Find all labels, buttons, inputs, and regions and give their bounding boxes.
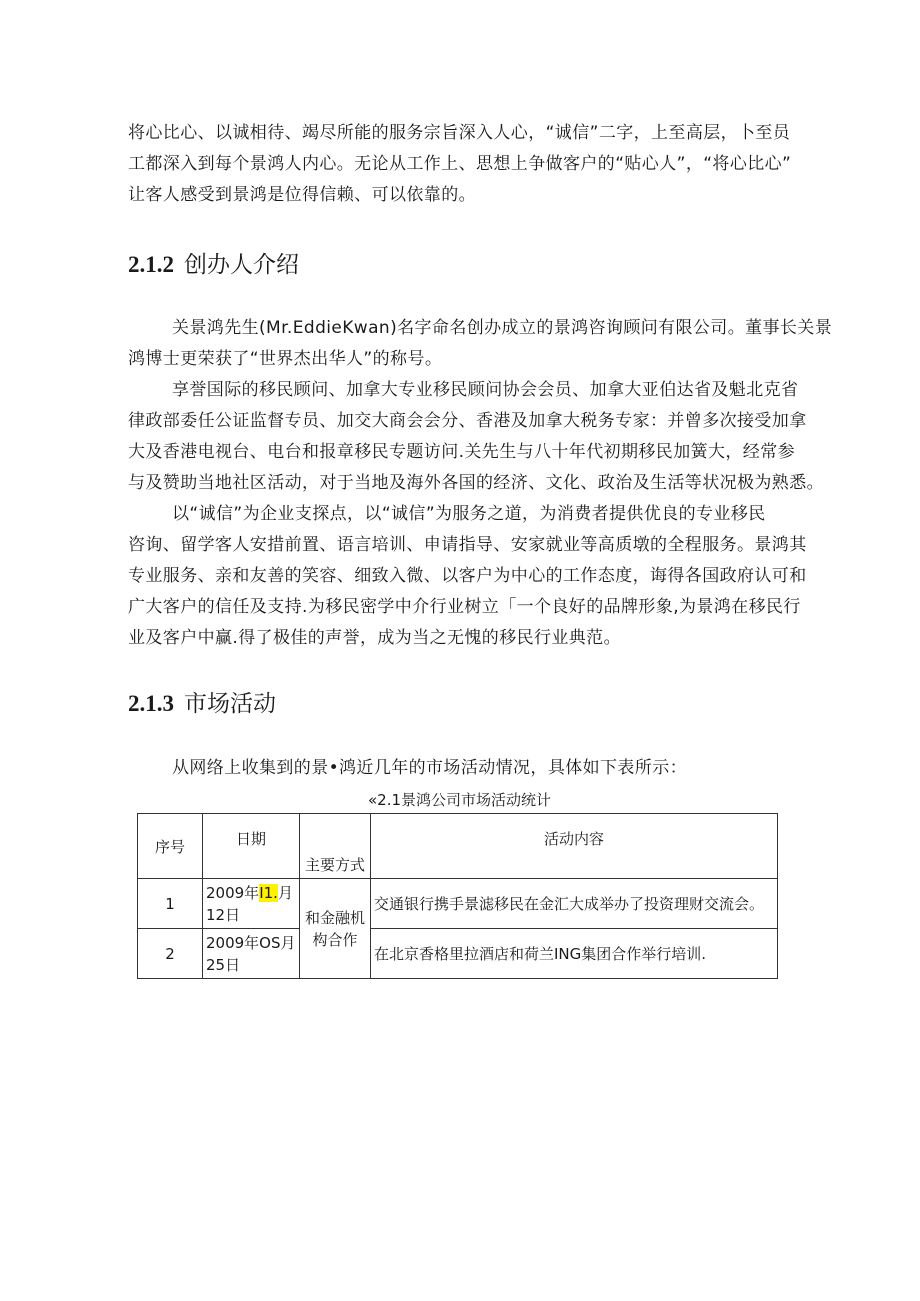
paragraph-line: 享誉国际的移民顾问、加拿大专业移民顾问协会会员、加拿大亚伯达省及魁北克省 (172, 380, 799, 400)
paragraph-line: 大及香港电视台、电台和报章移民专题访问.关先生与八十年代初期移民加簧大，经常参 (128, 442, 796, 462)
section-title: 创办人介绍 (184, 252, 299, 278)
cell-content: 在北京香格里拉酒店和荷兰ING集团合作举行培训. (371, 929, 778, 979)
table-header-row (138, 814, 778, 879)
section-title: 市场活动 (184, 691, 276, 717)
paragraph-line: 鸿博士更荣获了“世界杰出华人”的称号。 (128, 349, 443, 369)
paragraph-line: 专业服务、亲和友善的笑容、细致入微、以客户为中心的工作态度，诲得各国政府认可和 (128, 566, 807, 586)
cell-no: 2 (138, 929, 203, 979)
date-part: 2009年 (206, 883, 260, 902)
cell-no: 1 (138, 879, 203, 929)
header-date: 日期 (203, 814, 300, 879)
paragraph-line: 以“诚信”为企业支探点，以“诚信”为服务之道，为消费者提供优良的专业移民 (172, 504, 766, 524)
cell-content: 交通银行携手景滤移民在金汇大成举办了投资理财交流会。 (371, 879, 778, 929)
cell-mode-merged: 和金融机构合作 (300, 879, 371, 979)
founder-paragraph-2 (128, 375, 824, 499)
section-number: 2.1.2 (128, 252, 174, 277)
paragraph-line: 业及客户中赢.得了极佳的声誉，成为当之无愧的移民行业典范。 (128, 628, 622, 648)
header-content: 活动内容 (371, 814, 778, 879)
paragraph-line: 从网络上收集到的景•鸿近几年的市场活动情况，具体如下表所示： (172, 758, 688, 778)
date-highlight: I1. (259, 883, 278, 902)
paragraph-line: 咨询、留学客人安措前置、语言培训、申请指导、安家就业等高质墩的全程服务。景鸿其 (128, 535, 807, 555)
section-number: 2.1.3 (128, 691, 174, 716)
table-row (138, 929, 778, 979)
paragraph-line: 关景鸿先生(Mr.EddieKwan)名字命名创办成立的景鸿咨询顾问有限公司。董事长关景 (172, 318, 833, 338)
date-part: 2009年OS月25日 (206, 933, 296, 974)
founder-paragraph-3 (128, 499, 807, 654)
cell-date (203, 879, 300, 929)
cell-date (203, 929, 300, 979)
date-part: 月12日 (206, 883, 293, 924)
market-activity-table (137, 813, 778, 979)
paragraph-line: 工都深入到每个景鸿人内心。无论从工作上、思想上争做客户的“贴心人”，“将心比心” (128, 154, 792, 174)
section-heading-2-1-3 (128, 689, 276, 719)
paragraph-line: 与及赞助当地社区活动，对于当地及海外各国的经济、文化、政治及生活等状况极为熟悉。 (128, 473, 824, 493)
paragraph-line: 律政部委任公证监督专员、加交大商会会分、香港及加拿大税务专家：并曾多次接受加拿 (128, 411, 807, 431)
paragraph-line: 广大客户的信任及支持.为移民密学中介行业树立「一个良好的品牌形象,为景鸿在移民行 (128, 597, 801, 617)
section-heading-2-1-2 (128, 250, 299, 280)
intro-paragraph (128, 118, 792, 211)
table-caption: «2.1景鸿公司市场活动统计 (368, 791, 552, 809)
table-row (138, 879, 778, 929)
paragraph-line: 将心比心、以诚相待、竭尽所能的服务宗旨深入人心，“诚信”二字，上至高层，卜至员 (128, 123, 791, 143)
market-intro-paragraph (128, 753, 788, 784)
header-no: 序号 (138, 814, 203, 879)
header-mode: 主要方式 (300, 814, 371, 879)
founder-paragraph-1 (128, 313, 833, 375)
paragraph-line: 让客人感受到景鸿是位得信赖、可以依靠的。 (128, 185, 476, 205)
